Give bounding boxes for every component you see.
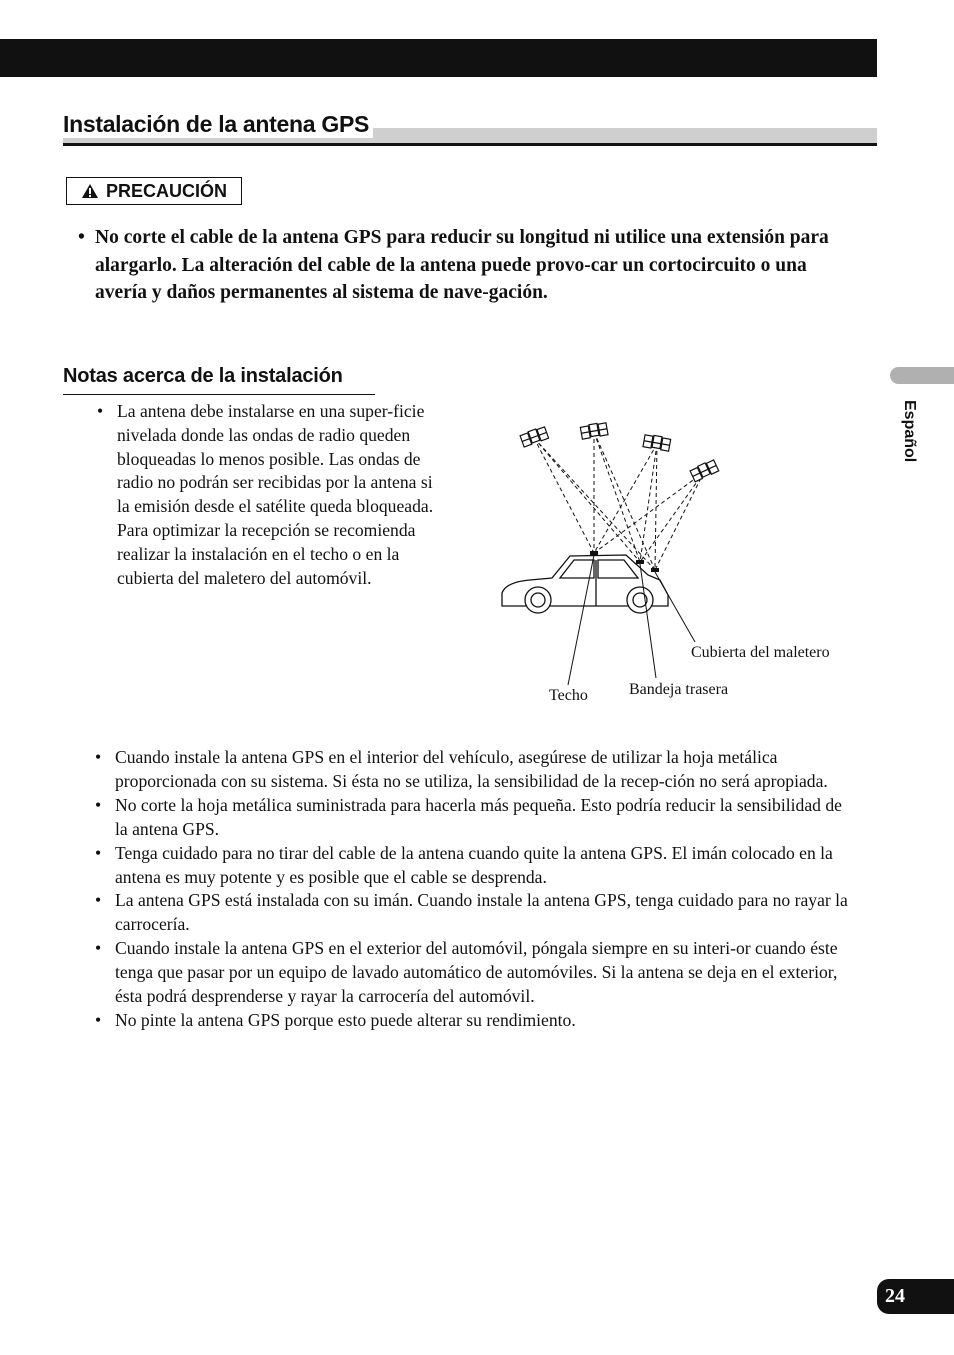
list-item-text: La antena debe instalarse en una super-ficie nivelada donde las ondas de radio queden bloqueadas lo menos posible. Las ondas de radio no podrán ser recibidas por la antena si la emisión desde el satélite queda bloqueada. [117,401,434,517]
bullet: • [78,227,85,248]
caution-label: PRECAUCIÓN [105,180,227,201]
bullet: • [97,401,104,421]
caution-box [66,177,242,205]
list-item [95,1009,855,1033]
caution-list [78,224,838,307]
bullet: • [95,747,102,767]
bullet: • [95,890,102,911]
gps-antenna-diagram [490,410,860,720]
caution-item-text: No corte el cable de la antena GPS para reducir su longitud ni utilice una extensión para alargarlo. La alteración del cable de la antena puede provo-car un cortocircuito o una avería y daños permanentes al sistema de nave-gación. [95,227,829,303]
warning-triangle-icon [81,183,99,199]
notes-first-list [97,400,447,590]
bullet: • [95,842,102,863]
list-item-text: Para optimizar la recepción se recomienda realizar la instalación en el techo o en la cubierta del maletero del automóvil. [117,519,416,588]
bullet: • [95,938,102,959]
list-item-text: No corte la hoja metálica suministrada para hacerla más pequeña. Esto podría reducir la sensibilidad de la antena GPS. [115,794,842,839]
list-item-text: Tenga cuidado para no tirar del cable de la antena cuando quite la antena GPS. El imán colocado en la antena es muy potente y es posible que el cable se desprenda. [115,842,833,887]
bullet: • [95,1009,102,1030]
list-item [95,746,855,794]
list-item-text: Cuando instale la antena GPS en el interior del vehículo, asegúrese de utilizar la hoja metálica proporcionada con su sistema. Si ésta no se utiliza, la sensibilidad de la recep-ción no será apropiada. [115,747,828,791]
list-item [95,794,855,842]
list-item-text: La antena GPS está instalada con su imán. Cuando instale la antena GPS, tenga cuidado para no rayar la carrocería. [115,890,848,935]
list-item-text: No pinte la antena GPS porque esto puede alterar su rendimiento. [115,1009,576,1030]
list-item-text: Cuando instale la antena GPS en el exterior del automóvil, póngala siempre en su interi-or cuando éste tenga que pasar por un equipo de lavado automático de automóviles. Si la antena se deja en el exterior, ésta podrá desprenderse y rayar la carrocería del automóvil. [115,938,838,1007]
label-rear-tray: Bandeja trasera [629,681,729,698]
satellite-icon [520,422,719,482]
notes-list [95,746,855,1033]
page-number: 24 [877,1279,954,1314]
header-bar [0,39,877,77]
title-rule [63,143,877,146]
language-label: Español [901,400,918,463]
section-title: Instalación de la antena GPS [63,111,373,138]
label-roof: Techo [549,687,588,704]
list-item [95,842,855,890]
notes-title: Notas acerca de la instalación [63,365,343,387]
list-item [95,889,855,937]
language-tab [890,367,954,384]
caution-item [78,224,838,307]
bullet: • [95,794,102,815]
list-item [95,937,855,1009]
list-item [97,400,447,590]
label-trunk: Cubierta del maletero [691,644,830,661]
diagram-drawing [490,410,860,720]
notes-title-rule [63,394,375,395]
